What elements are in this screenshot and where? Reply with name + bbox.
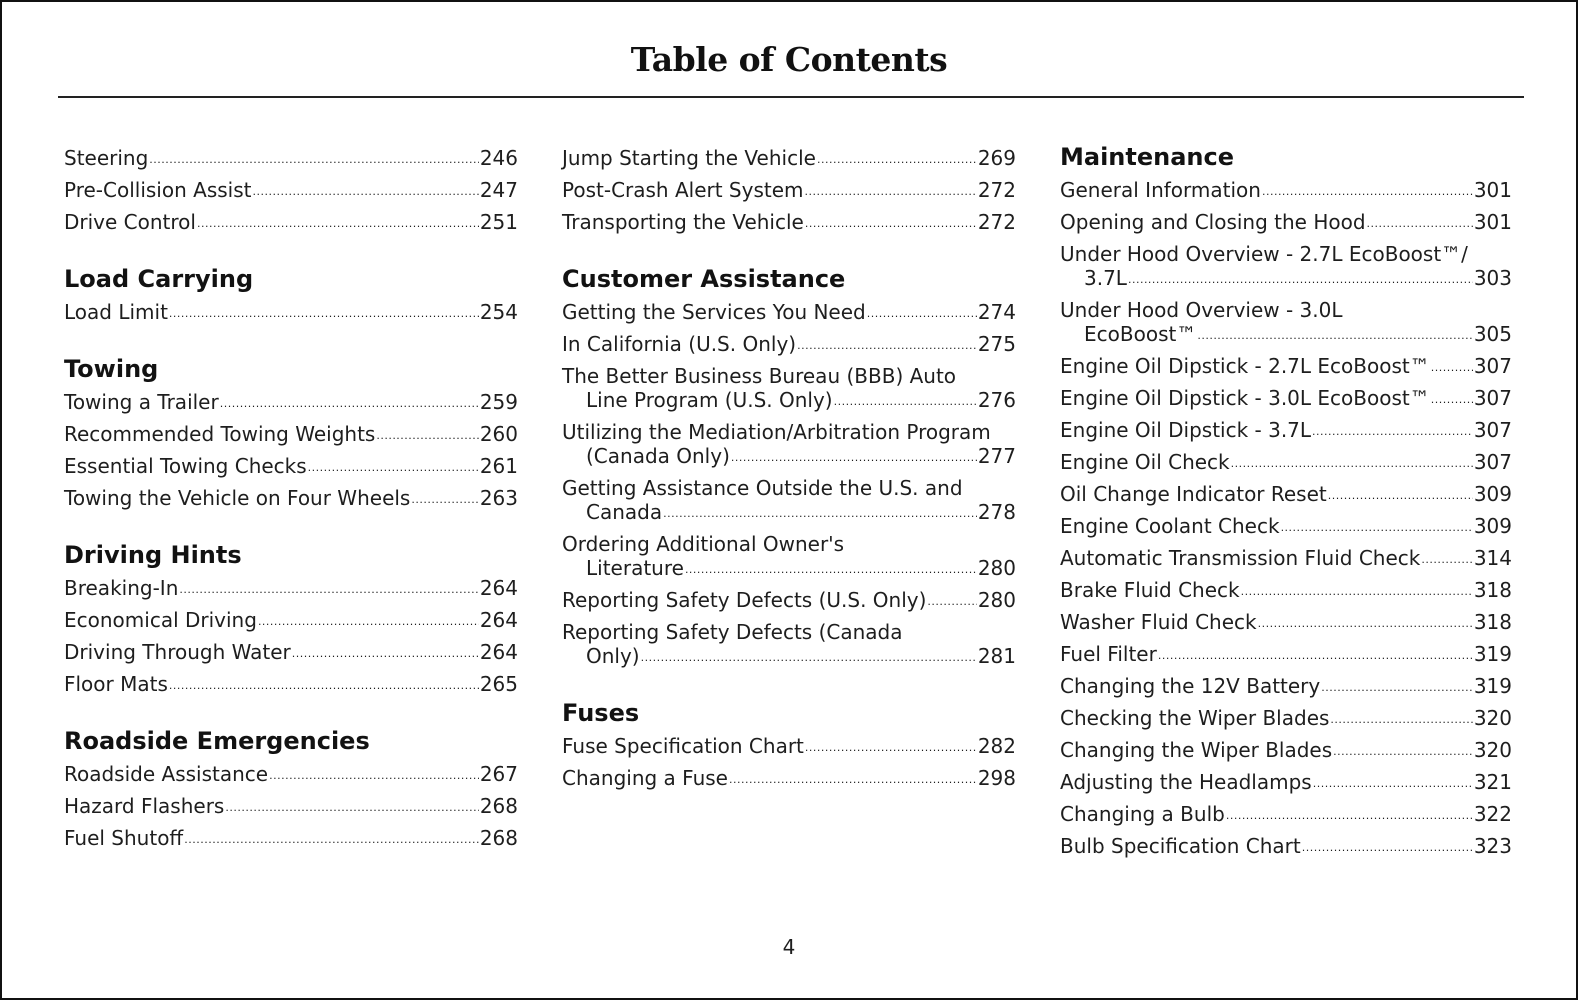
dot-leader (1262, 182, 1473, 202)
toc-entry[interactable] (1060, 638, 1512, 670)
entry-title: Opening and Closing the Hood (1060, 210, 1366, 234)
entry-title: Utilizing the Mediation/Arbitration Program (562, 420, 991, 444)
toc-entry[interactable] (1060, 510, 1512, 542)
dot-leader (1128, 270, 1473, 290)
dot-leader (1328, 486, 1473, 506)
toc-column-3 (1060, 142, 1512, 862)
toc-entries (64, 758, 518, 854)
entry-page: 307 (1473, 418, 1512, 442)
toc-entry[interactable] (562, 416, 1016, 472)
entry-continuation (562, 444, 1016, 468)
toc-column-1 (64, 142, 518, 854)
toc-entry[interactable] (1060, 670, 1512, 702)
toc-entry[interactable] (64, 174, 518, 206)
entry-continuation (562, 644, 1016, 668)
toc-entries (64, 142, 518, 238)
entry-page: 277 (977, 444, 1016, 468)
entry-title: Driving Through Water (64, 640, 291, 664)
entry-title: Jump Starting the Vehicle (562, 146, 816, 170)
entry-page: 319 (1473, 642, 1512, 666)
entry-title: Under Hood Overview - 3.0L (1060, 298, 1343, 322)
dot-leader (184, 830, 479, 850)
dot-leader (867, 304, 977, 324)
toc-entry[interactable] (1060, 734, 1512, 766)
dot-leader (805, 214, 977, 234)
toc-entry[interactable] (562, 762, 1016, 794)
dot-leader (1226, 806, 1473, 826)
toc-entry[interactable] (64, 572, 518, 604)
entry-title: Drive Control (64, 210, 196, 234)
dot-leader (731, 448, 977, 468)
entry-page: 269 (977, 146, 1016, 170)
entry-page: 301 (1473, 210, 1512, 234)
entry-continuation (1060, 266, 1512, 290)
entry-page: 309 (1473, 482, 1512, 506)
entry-title-continued: Literature (586, 556, 684, 580)
toc-entries (562, 296, 1016, 672)
entry-page: 307 (1473, 450, 1512, 474)
entry-page: 281 (977, 644, 1016, 668)
toc-entry[interactable] (562, 142, 1016, 174)
entry-title-continued: 3.7L (1084, 266, 1127, 290)
dot-leader (1313, 774, 1473, 794)
toc-entry[interactable] (64, 482, 518, 514)
toc-entry[interactable] (1060, 238, 1512, 294)
toc-entry[interactable] (562, 616, 1016, 672)
entry-title: Changing the 12V Battery (1060, 674, 1321, 698)
toc-entry[interactable] (1060, 174, 1512, 206)
entry-title: Engine Oil Dipstick - 2.7L EcoBoost™ (1060, 354, 1430, 378)
entry-title: General Information (1060, 178, 1261, 202)
toc-entry[interactable] (1060, 414, 1512, 446)
entry-page: 321 (1473, 770, 1512, 794)
entry-title: Changing a Bulb (1060, 802, 1225, 826)
entry-page: 305 (1473, 322, 1512, 346)
entry-page: 251 (479, 210, 518, 234)
toc-entries (64, 572, 518, 700)
toc-entries (562, 730, 1016, 794)
entry-title: Steering (64, 146, 149, 170)
dot-leader (179, 580, 478, 600)
dot-leader (1231, 454, 1473, 474)
entry-title: Hazard Flashers (64, 794, 225, 818)
toc-entry[interactable] (64, 604, 518, 636)
toc-entry[interactable] (64, 142, 518, 174)
toc-entry[interactable] (64, 386, 518, 418)
toc-entry[interactable] (562, 206, 1016, 238)
entry-title: Transporting the Vehicle (562, 210, 804, 234)
entry-page: 275 (977, 332, 1016, 356)
toc-entry[interactable] (562, 296, 1016, 328)
section-heading: Fuses (562, 699, 640, 727)
entry-page: 268 (479, 794, 518, 818)
entry-continuation (562, 388, 1016, 412)
entry-page: 274 (977, 300, 1016, 324)
dot-leader (817, 150, 977, 170)
entry-continuation (562, 500, 1016, 524)
dot-leader (225, 798, 478, 818)
dot-leader (1330, 710, 1472, 730)
dot-leader (641, 648, 977, 668)
entry-page: 320 (1473, 738, 1512, 762)
dot-leader (308, 458, 479, 478)
entry-title: Reporting Safety Defects (U.S. Only) (562, 588, 927, 612)
toc-entry[interactable] (64, 450, 518, 482)
entry-title: Towing the Vehicle on Four Wheels (64, 486, 411, 510)
entry-title: Changing a Fuse (562, 766, 728, 790)
toc-entries (1060, 174, 1512, 862)
entry-page: 323 (1473, 834, 1512, 858)
entry-title: Floor Mats (64, 672, 168, 696)
dot-leader (1321, 678, 1473, 698)
entry-title-continued: EcoBoost™ (1084, 322, 1197, 346)
dot-leader (1333, 742, 1473, 762)
entry-title: Essential Towing Checks (64, 454, 307, 478)
toc-entry[interactable] (562, 328, 1016, 360)
entry-title: Changing the Wiper Blades (1060, 738, 1333, 762)
entry-page: 267 (479, 762, 518, 786)
section-heading: Roadside Emergencies (64, 727, 370, 755)
toc-entry[interactable] (1060, 606, 1512, 638)
entry-title: Pre-Collision Assist (64, 178, 252, 202)
toc-entry[interactable] (1060, 382, 1512, 414)
dot-leader (685, 560, 977, 580)
toc-entry[interactable] (562, 472, 1016, 528)
dot-leader (797, 336, 977, 356)
entry-page: 272 (977, 210, 1016, 234)
toc-entry[interactable] (1060, 702, 1512, 734)
dot-leader (1367, 214, 1473, 234)
dot-leader (1281, 518, 1473, 538)
toc-column-2 (562, 142, 1016, 794)
entry-page: 268 (479, 826, 518, 850)
dot-leader (1197, 326, 1472, 346)
section-heading: Towing (64, 355, 159, 383)
entry-title: Getting Assistance Outside the U.S. and (562, 476, 963, 500)
dot-leader (834, 392, 977, 412)
dot-leader (729, 770, 977, 790)
entry-title: Fuel Shutoff (64, 826, 184, 850)
dot-leader (1312, 422, 1473, 442)
entry-title: Checking the Wiper Blades (1060, 706, 1330, 730)
entry-title: Ordering Additional Owner's (562, 532, 845, 556)
toc-entry[interactable] (562, 730, 1016, 762)
dot-leader (269, 766, 479, 786)
dot-leader (663, 504, 977, 524)
entry-title-continued: (Canada Only) (586, 444, 730, 468)
entry-title: Adjusting the Headlamps (1060, 770, 1312, 794)
toc-entry[interactable] (562, 584, 1016, 616)
entry-page: 265 (479, 672, 518, 696)
toc-entry[interactable] (562, 528, 1016, 584)
entry-title: Engine Oil Dipstick - 3.0L EcoBoost™ (1060, 386, 1430, 410)
dot-leader (258, 612, 479, 632)
toc-entry[interactable] (64, 206, 518, 238)
entry-title: Bulb Specification Chart (1060, 834, 1301, 858)
entry-page: 264 (479, 576, 518, 600)
entry-title: Economical Driving (64, 608, 257, 632)
entry-page: 261 (479, 454, 518, 478)
entry-page: 264 (479, 640, 518, 664)
page-number: 4 (782, 935, 796, 959)
entry-title: Fuse Specification Chart (562, 734, 804, 758)
toc-entry[interactable] (1060, 350, 1512, 382)
dot-leader (411, 490, 478, 510)
entry-page: 303 (1473, 266, 1512, 290)
toc-entry[interactable] (64, 418, 518, 450)
entry-title-continued: Canada (586, 500, 663, 524)
dot-leader (252, 182, 478, 202)
entry-page: 280 (977, 588, 1016, 612)
entry-title: Engine Coolant Check (1060, 514, 1280, 538)
toc-entry[interactable] (1060, 478, 1512, 510)
toc-entry[interactable] (1060, 798, 1512, 830)
entry-page: 298 (977, 766, 1016, 790)
entry-page: 307 (1473, 386, 1512, 410)
toc-entry[interactable] (1060, 542, 1512, 574)
dot-leader (805, 182, 977, 202)
entry-page: 254 (479, 300, 518, 324)
toc-entry[interactable] (1060, 830, 1512, 862)
entry-title: Load Limit (64, 300, 168, 324)
toc-entry[interactable] (1060, 574, 1512, 606)
dot-leader (376, 426, 478, 446)
dot-leader (169, 304, 479, 324)
section-heading: Load Carrying (64, 265, 254, 293)
toc-entry[interactable] (1060, 206, 1512, 238)
entry-page: 263 (479, 486, 518, 510)
entry-page: 322 (1473, 802, 1512, 826)
page-title: Table of Contents (630, 40, 948, 79)
toc-entry[interactable] (64, 668, 518, 700)
entry-page: 320 (1473, 706, 1512, 730)
entry-continuation (1060, 322, 1512, 346)
dot-leader (1431, 358, 1473, 378)
entry-page: 282 (977, 734, 1016, 758)
dot-leader (220, 394, 479, 414)
toc-entries (64, 296, 518, 328)
dot-leader (1258, 614, 1473, 634)
dot-leader (1158, 646, 1473, 666)
toc-entry[interactable] (562, 360, 1016, 416)
entry-page: 318 (1473, 610, 1512, 634)
section-heading: Customer Assistance (562, 265, 846, 293)
section-heading: Driving Hints (64, 541, 242, 569)
entry-title: In California (U.S. Only) (562, 332, 797, 356)
dot-leader (169, 676, 479, 696)
entry-title: Roadside Assistance (64, 762, 269, 786)
toc-entry[interactable] (562, 174, 1016, 206)
toc-entry[interactable] (64, 822, 518, 854)
entry-page: 247 (479, 178, 518, 202)
toc-entry[interactable] (64, 636, 518, 668)
toc-entry[interactable] (1060, 294, 1512, 350)
entry-page: 309 (1473, 514, 1512, 538)
dot-leader (292, 644, 479, 664)
toc-entry[interactable] (64, 790, 518, 822)
entry-page: 319 (1473, 674, 1512, 698)
entry-title: Towing a Trailer (64, 390, 219, 414)
entry-title: Oil Change Indicator Reset (1060, 482, 1327, 506)
dot-leader (1431, 390, 1473, 410)
entry-page: 272 (977, 178, 1016, 202)
entry-continuation (562, 556, 1016, 580)
entry-title: Breaking-In (64, 576, 179, 600)
toc-entry[interactable] (1060, 766, 1512, 798)
entry-title-continued: Line Program (U.S. Only) (586, 388, 833, 412)
entry-page: 260 (479, 422, 518, 446)
entry-page: 307 (1473, 354, 1512, 378)
entry-title: Engine Oil Dipstick - 3.7L (1060, 418, 1312, 442)
entry-page: 280 (977, 556, 1016, 580)
entry-page: 259 (479, 390, 518, 414)
toc-entry[interactable] (64, 296, 518, 328)
dot-leader (197, 214, 479, 234)
dot-leader (927, 592, 976, 612)
entry-title: The Better Business Bureau (BBB) Auto (562, 364, 957, 388)
entry-page: 314 (1473, 546, 1512, 570)
dot-leader (1241, 582, 1473, 602)
entry-title: Getting the Services You Need (562, 300, 866, 324)
entry-page: 318 (1473, 578, 1512, 602)
entry-page: 278 (977, 500, 1016, 524)
section-heading: Maintenance (1060, 143, 1235, 171)
entry-title: Fuel Filter (1060, 642, 1157, 666)
dot-leader (805, 738, 977, 758)
entry-title: Brake Fluid Check (1060, 578, 1240, 602)
entry-page: 246 (479, 146, 518, 170)
dot-leader (1302, 838, 1473, 858)
entry-page: 264 (479, 608, 518, 632)
title-divider (58, 96, 1524, 98)
entry-title-continued: Only) (586, 644, 640, 668)
entry-page: 301 (1473, 178, 1512, 202)
entry-page: 276 (977, 388, 1016, 412)
entry-title: Post-Crash Alert System (562, 178, 804, 202)
toc-entries (562, 142, 1016, 238)
toc-entry[interactable] (64, 758, 518, 790)
dot-leader (1421, 550, 1472, 570)
toc-entry[interactable] (1060, 446, 1512, 478)
dot-leader (149, 150, 479, 170)
entry-title: Recommended Towing Weights (64, 422, 376, 446)
entry-title: Washer Fluid Check (1060, 610, 1257, 634)
entry-title: Engine Oil Check (1060, 450, 1230, 474)
entry-title: Reporting Safety Defects (Canada (562, 620, 903, 644)
toc-entries (64, 386, 518, 514)
entry-title: Automatic Transmission Fluid Check (1060, 546, 1421, 570)
entry-title: Under Hood Overview - 2.7L EcoBoost™/ (1060, 242, 1468, 266)
